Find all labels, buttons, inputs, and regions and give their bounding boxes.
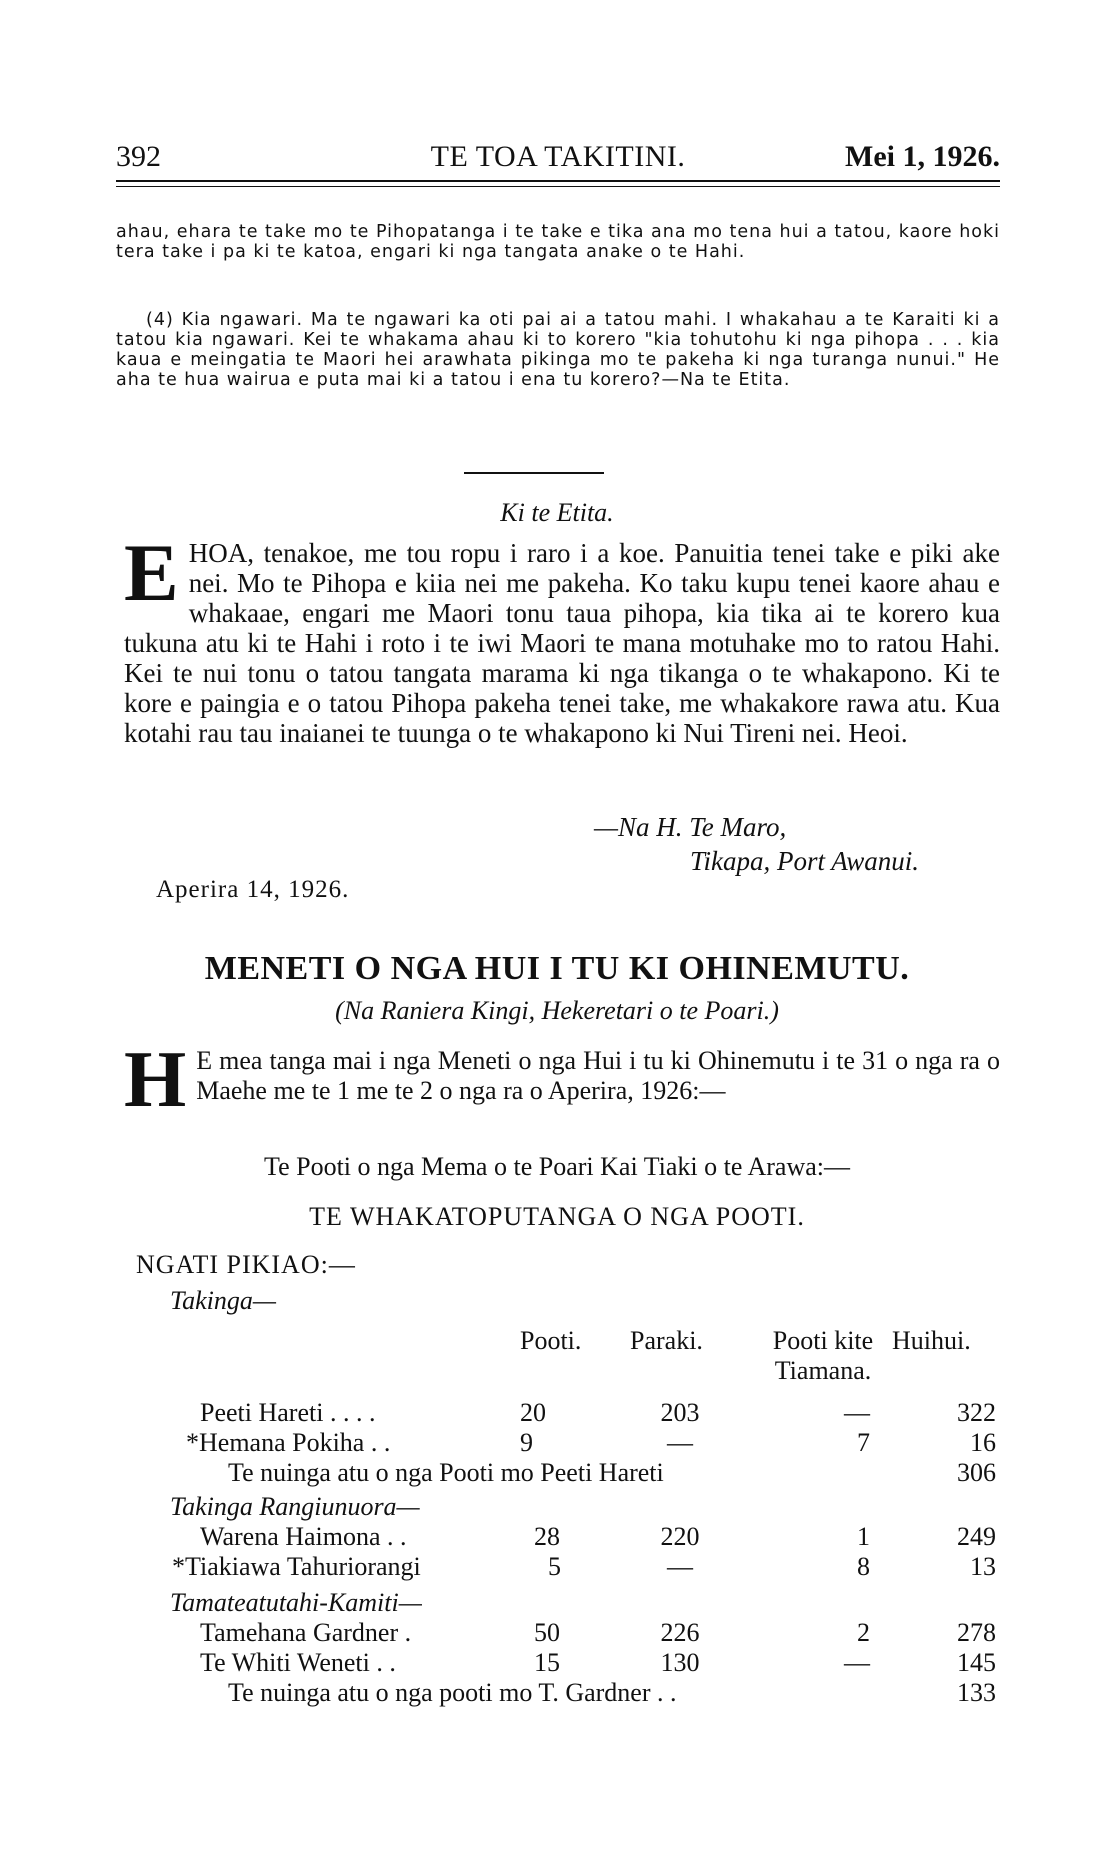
table-row: Te Whiti Weneti . . 15 130 — 145 [200, 1648, 996, 1677]
table-row: Peeti Hareti . . . . 20 203 — 322 [200, 1398, 996, 1427]
table-row: Warena Haimona . . 28 220 1 249 [200, 1522, 996, 1551]
results-heading: TE WHAKATOPUTANGA O NGA POOTI. [309, 1202, 805, 1231]
letter-text: HOA, tenakoe, me tou ropu i raro i a koe. Panuitia tenei take e piki ake nei. Mo te Pihopa e kiia nei me pakeha. Ko taku kupu tenei kaore ahau e whakaae, engari me Maori tonu taua pihopa, kia tika ai te korero kua tukuna atu ki te Hahi i roto i te iwi Maori te mana motuhake mo to ratou Hahi. Kei te nui tonu o tatou tangata marama ki nga tikanga o te whakapono. Ki te kore e paingia e o tatou Pihopa pakeha tenei take, me whakakore rawa atu. Kua kotahi rau tau inaianei te tuunga o te whakapono ki Nui Tireni nei. Heoi. [124, 538, 1000, 748]
letter-signature: —Na H. Te Maro, [594, 812, 787, 842]
letter-place: Tikapa, Port Awanui. [690, 846, 920, 876]
table-row: Tamehana Gardner . 50 226 2 278 [200, 1618, 996, 1647]
letter-date: Aperira 14, 1926. [156, 876, 350, 903]
column-header-pooti: Pooti. [520, 1326, 582, 1355]
letter-body [124, 527, 1000, 748]
drop-cap: H [124, 1036, 187, 1124]
continuation-paragraph-1: ahau, ehara te take mo te Pihopatanga i te take e tika ana mo tena hui a tatou, kaore hoki tera take i pa ki te katoa, engari ki nga tangata anake o te Hahi. [116, 222, 1000, 262]
column-header-huihui: Huihui. [892, 1326, 971, 1355]
header-rule [116, 180, 1000, 182]
majority-row: Te nuinga atu o nga pooti mo T. Gardner . . 133 [228, 1678, 996, 1707]
page-number: 392 [116, 140, 161, 173]
tribe-heading: NGATI PIKIAO:— [136, 1250, 356, 1279]
seat-heading: Tamateatutahi-Kamiti— [170, 1588, 422, 1617]
seat-heading: Takinga Rangiunuora— [170, 1492, 420, 1521]
drop-cap: E [124, 527, 179, 618]
seat-heading: Takinga— [170, 1286, 276, 1315]
majority-row: Te nuinga atu o nga Pooti mo Peeti Hareti 306 [228, 1458, 996, 1487]
section-divider [464, 472, 604, 474]
column-header-paraki: Paraki. [630, 1326, 703, 1355]
section-subtitle: (Na Raniera Kingi, Hekeretari o te Poari.) [335, 996, 779, 1025]
column-header-tiamana: Pooti kite Tiamana. [772, 1326, 874, 1385]
table-row: *Hemana Pokiha . . 9 — 7 16 [186, 1428, 996, 1457]
header-rule-thin [116, 186, 1000, 187]
section-title: MENETI O NGA HUI I TU KI OHINEMUTU. [204, 950, 910, 987]
minutes-intro [124, 1036, 1000, 1124]
publication-title: TE TOA TAKITINI. [430, 140, 686, 173]
letter-heading: Ki te Etita. [500, 498, 614, 527]
board-line: Te Pooti o nga Mema o te Poari Kai Tiaki o te Arawa:— [264, 1152, 850, 1181]
table-row: *Tiakiawa Tahuriorangi 5 — 8 13 [172, 1552, 996, 1581]
continuation-paragraph-2: (4) Kia ngawari. Ma te ngawari ka oti pai ai a tatou mahi. I whakahau a te Karaiti ki a tatou kia ngawari. Kei te whakama ahau ki to korero "kia tohutohu ki nga pihopa . . . kia kaua e meingatia te Maori hei arawhata pikinga mo te pakeha ki nga turanga nunui." He aha te hua wairua e puta mai ki a tatou i ena tu korero?—Na te Etita. [116, 310, 1000, 390]
running-header [116, 140, 1000, 180]
issue-date: Mei 1, 1926. [845, 140, 1000, 173]
minutes-intro-text: E mea tanga mai i nga Meneti o nga Hui i tu ki Ohinemutu i te 31 o nga ra o Maehe me te 1 me te 2 o nga ra o Aperira, 1926:— [196, 1046, 1000, 1105]
